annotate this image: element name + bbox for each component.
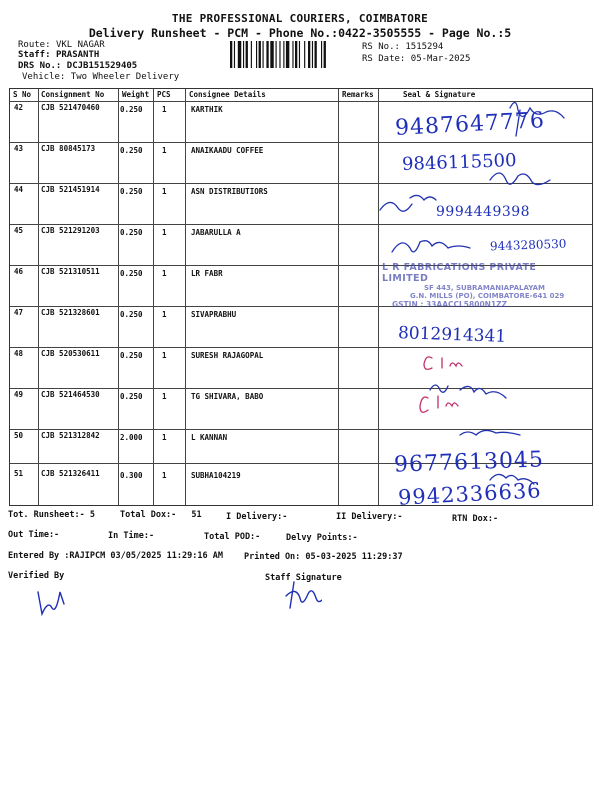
staff-signature: [280, 578, 322, 612]
stamp-line: G.N. MILLS (PO), COIMBATORE-641 029: [410, 292, 565, 300]
column-divider: [153, 89, 154, 505]
staff-signature-label: Staff Signature: [265, 573, 342, 583]
column-divider: [118, 89, 119, 505]
printed-on: Printed On: 05-03-2025 11:29:37: [244, 552, 403, 562]
col-header-pcs: PCS: [157, 90, 171, 99]
row-consignment: CJB 521464530: [41, 390, 100, 399]
barcode-bar: [234, 41, 235, 68]
total-dox: Total Dox:- 51: [120, 510, 202, 520]
drs-line: DRS No.: DCJB151529405: [18, 61, 138, 71]
row-consignment: CJB 80845173: [41, 144, 96, 153]
row-consignee: ANAIKAADU COFFEE: [191, 146, 264, 155]
signature-mark: [410, 195, 436, 200]
barcode-bar: [276, 41, 277, 68]
barcode-bar: [259, 41, 261, 68]
row-sno: 47: [14, 308, 24, 317]
verifier-signature: [34, 584, 70, 618]
signature-mark: [424, 357, 462, 369]
rs-date-line: RS Date: 05-Mar-2025: [362, 54, 471, 64]
signature-mark: [420, 396, 458, 412]
barcode-bar: [321, 41, 322, 68]
vehicle-line: Vehicle: Two Wheeler Delivery: [22, 72, 180, 82]
row-weight: 0.250: [120, 105, 143, 114]
row-pcs: 1: [162, 351, 167, 360]
ii-delivery: II Delivery:-: [336, 512, 403, 522]
col-header-seal-signature: Seal & Signature: [403, 90, 476, 99]
signature-scribbles: [370, 90, 595, 510]
signature-mark: [392, 241, 470, 252]
row-weight: 0.250: [120, 187, 143, 196]
staff-value: PRASANTH: [55, 50, 100, 60]
row-weight: 0.250: [120, 392, 143, 401]
signature-mark: [510, 102, 564, 118]
col-header-sno: S No: [13, 90, 32, 99]
row-consignee: SUBHA104219: [191, 471, 241, 480]
row-consignee: JABARULLA A: [191, 228, 241, 237]
staff-line: Staff: PRASANTH: [18, 50, 100, 60]
barcode-bar: [279, 41, 280, 68]
row-consignment: CJB 521310511: [41, 267, 100, 276]
row-pcs: 1: [162, 187, 167, 196]
rs-date-value: 05-Mar-2025: [410, 54, 471, 64]
barcode-bar: [230, 41, 232, 68]
barcode-bar: [304, 41, 305, 68]
barcode-bar: [283, 41, 284, 68]
row-consignee: L KANNAN: [191, 433, 228, 442]
column-divider: [185, 89, 186, 505]
tot-runsheet-value: 5: [89, 510, 96, 520]
signature-mark: [516, 110, 520, 136]
barcode-bar: [299, 41, 300, 68]
row-pcs: 1: [162, 269, 167, 278]
barcode-bar: [256, 41, 257, 68]
row-sno: 48: [14, 349, 24, 358]
row-consignment: CJB 521291203: [41, 226, 100, 235]
barcode-bar: [324, 41, 326, 68]
rs-no-line: RS No.: 1515294: [362, 42, 444, 52]
row-pcs: 1: [162, 146, 167, 155]
row-consignment: CJB 521326411: [41, 469, 100, 478]
vehicle-value: Two Wheeler Delivery: [70, 72, 180, 82]
barcode-bar: [270, 41, 273, 68]
row-consignee: SIVAPRABHU: [191, 310, 237, 319]
row-consignment: CJB 521328601: [41, 308, 100, 317]
row-weight: 0.250: [120, 228, 143, 237]
row-consignee: ASN DISTRIBUTIORS: [191, 187, 268, 196]
barcode-bar: [286, 41, 289, 68]
row-pcs: 1: [162, 392, 167, 401]
drs-value: DCJB151529405: [66, 61, 138, 71]
row-consignee: LR FABR: [191, 269, 223, 278]
col-header-weight: Weight: [122, 90, 150, 99]
stamp-line: SF 443, SUBRAMANIAPALAYAM: [424, 284, 545, 292]
row-sno: 49: [14, 390, 24, 399]
column-divider: [38, 89, 39, 505]
barcode-bar: [263, 41, 264, 68]
stamp-line: GSTIN : 33AACCL5800N1ZZ: [392, 300, 508, 309]
signature-mark: [460, 386, 506, 398]
handwritten-phone: 9994449398: [436, 204, 531, 220]
row-sno: 51: [14, 469, 24, 478]
handwritten-phone: 9846115500: [401, 150, 517, 175]
row-sno: 50: [14, 431, 24, 440]
row-pcs: 1: [162, 105, 167, 114]
barcode-bar: [266, 41, 268, 68]
handwritten-phone: 9677613045: [393, 447, 545, 478]
row-weight: 0.250: [120, 310, 143, 319]
row-sno: 42: [14, 103, 24, 112]
row-consignee: TG SHIVARA, BABO: [191, 392, 264, 401]
row-consignment: CJB 521451914: [41, 185, 100, 194]
row-consignment: CJB 520530611: [41, 349, 100, 358]
barcode-bar: [315, 41, 317, 68]
total-dox-value: 51: [191, 510, 202, 520]
entered-by: Entered By :RAJIPCM 03/05/2025 11:29:16 AM: [8, 551, 223, 561]
row-sno: 43: [14, 144, 24, 153]
col-header-consignee: Consignee Details: [189, 90, 266, 99]
row-weight: 2.000: [120, 433, 143, 442]
row-consignee: SURESH RAJAGOPAL: [191, 351, 264, 360]
barcode-bar: [246, 41, 248, 68]
row-sno: 45: [14, 226, 24, 235]
route-line: Route: VKL NAGAR: [18, 40, 105, 50]
barcode-bar: [238, 41, 241, 68]
barcode-bar: [295, 41, 297, 68]
row-consignment: CJB 521312842: [41, 431, 100, 440]
barcode-bar: [251, 41, 252, 68]
verified-by-label: Verified By: [8, 571, 65, 581]
row-weight: 0.250: [120, 269, 143, 278]
barcode-bar: [292, 41, 293, 68]
out-time: Out Time:-: [8, 530, 60, 540]
route-value: VKL NAGAR: [55, 40, 105, 50]
row-sno: 46: [14, 267, 24, 276]
stamp-line: L R FABRICATIONS PRIVATE LIMITED: [382, 262, 537, 284]
row-pcs: 1: [162, 310, 167, 319]
company-title: THE PROFESSIONAL COURIERS, COIMBATORE: [171, 12, 429, 25]
handwritten-phone: 9487647776: [394, 108, 546, 141]
signature-mark: [490, 173, 550, 185]
total-pod: Total POD:-: [204, 532, 261, 542]
row-sno: 44: [14, 185, 24, 194]
rs-no-value: 1515294: [405, 42, 444, 52]
col-header-remarks: Remarks: [342, 90, 374, 99]
i-delivery: I Delivery:-: [226, 512, 288, 522]
signature-mark: [380, 202, 412, 211]
signature-mark: [490, 474, 534, 484]
row-consignee: KARTHIK: [191, 105, 223, 114]
tot-runsheet: Tot. Runsheet:- 5: [8, 510, 96, 520]
row-weight: 0.250: [120, 351, 143, 360]
row-consignment: CJB 521470460: [41, 103, 100, 112]
delvy-points: Delvy Points:-: [286, 533, 358, 543]
in-time: In Time:-: [108, 531, 155, 541]
column-divider: [338, 89, 339, 505]
col-header-consignment: Consignment No: [41, 90, 105, 99]
barcode-bar: [312, 41, 313, 68]
row-pcs: 1: [162, 228, 167, 237]
row-weight: 0.300: [120, 471, 143, 480]
signature-mark: [430, 385, 448, 392]
barcode: [230, 41, 356, 68]
handwritten-phone: 9443280530: [489, 236, 567, 254]
rtn-dox: RTN Dox:-: [452, 514, 499, 524]
runsheet-title: Delivery Runsheet - PCM - Phone No.:0422-3505555 - Page No.:5: [88, 26, 512, 40]
barcode-bar: [308, 41, 310, 68]
handwritten-phone: 9942336636: [397, 478, 543, 510]
row-pcs: 1: [162, 433, 167, 442]
signature-mark: [460, 430, 520, 435]
barcode-bar: [243, 41, 244, 68]
row-pcs: 1: [162, 471, 167, 480]
row-weight: 0.250: [120, 146, 143, 155]
handwritten-phone: 8012914341: [397, 323, 507, 347]
